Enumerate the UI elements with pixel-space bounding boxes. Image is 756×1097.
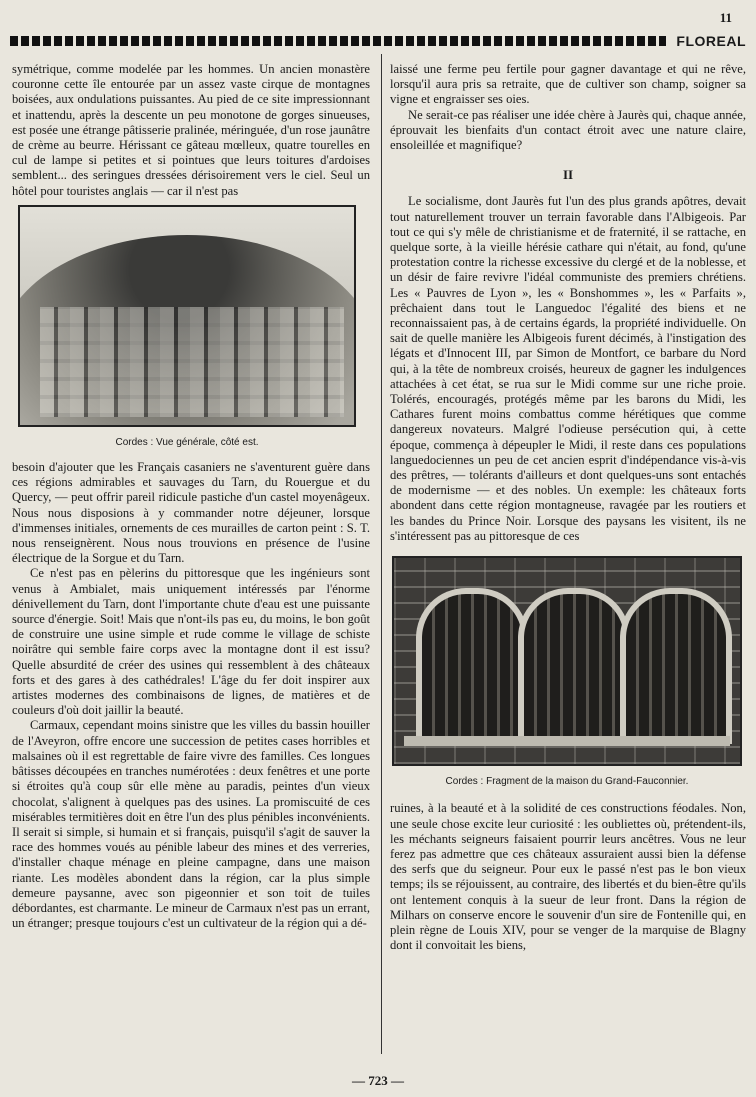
left-paragraph-3: Ce n'est pas en pèlerins du pittoresque que les ingénieurs sont venus à Ambialet, mais uniquement intéressés par l'énorme dénivellement du Tarn, dont l'importante chute d'eau est une puissante source d'énergie. Soit! Mais que n'ont-ils pas eu, du moins, le bon goût de construire une usine simple et rude comme le village de schiste noirâtre qui semble faire corps avec la montagne dont il est issu? Quelle absurdité de créer des usines qui ressemblent à des châteaux forts et des gares à des cathédrales! L'âge du fer doit inspirer aux artistes modernes des combinaisons de lignes, de matières et de couleurs d'où doit jaillir la beauté. bbox=[12, 566, 370, 718]
right-paragraph-2: Ne serait-ce pas réaliser une idée chère à Jaurès qui, chaque année, éprouvait les bienfaits d'un contact étroit avec une nature claire, ensoleillée et magnifique? bbox=[390, 107, 746, 153]
page-number-bottom: — 723 — bbox=[352, 1073, 404, 1088]
left-paragraph-1: symétrique, comme modelée par les hommes. Un ancien monastère couronne cette île entourée par un assez vaste cirque de montagnes boisées, aux ondulations puissantes. Au pied de ce site impressionnant et inattendu, après la descente un peu monotone de gorges sinueuses, est posée une étrange pâtisserie pralinée, méringuée, d'un rose jaunâtre de crème au beurre. Hérissant ce gâteau mœlleux, quatre tourelles en cul de lampe si petites et si pointues que leurs toitures d'ardoises semblent... des seringues dressées dérisoirement vers le ciel. Seul un hôtel pour touristes anglais — car il n'est pas bbox=[12, 62, 370, 198]
figure-caption-right: Cordes : Fragment de la maison du Grand-Fauconnier. bbox=[445, 776, 689, 788]
right-paragraph-3: Le socialisme, dont Jaurès fut l'un des plus grands apôtres, devait tout naturellement trouver un terrain favorable dans l'Albigeois. Par tout ce qui s'y mêle de christianisme et de fraternité, il se rattache, en quelque sorte, à la vieille hérésie cathare qui n'était, au fond, qu'une protestation contre la richesse excessive du clergé et de la noblesse, et un désir de faire revivre l'idéal communiste des premiers chrétiens. Les « Pauvres de Lyon », les « Bonshommes », les « Parfaits », prêchaient dans tout le Languedoc l'égalité des biens et ne reconnaissaient pas, à de certains égards, la propriété individuelle. On sait de quelle manière les Albigeois furent décimés, à l'instigation des légats et d'Innocent III, par Simon de Montfort, ce barbare du Nord qui, à la tête de nombreux croisés, heureux de gagner les indulgences attachées à cet état, se rua sur le Midi comme sur une riche proie. Tolérés, encouragés, protégés même par les barons du Midi, les Cathares furent moins combattus comme hérétiques que comme dangereux novateurs. Malgré l'odieuse persécution qui, à cette époque, commença à dépeupler le Midi, il reste dans ces populations languedociennes un peu de cet ancien esprit d'indépendance vis-à-vis des prêtres, — tolérants d'ailleurs et dont quelques-uns sont entachés de modernisme — et des nobles. Un exemple: les châteaux forts abondent dans cette région montagneuse, ravagée par les routiers et les bandes du Prince Noir. Lorsque des paysans les visitent, ils ne s'intéressent pas au pittoresque de ces bbox=[390, 194, 746, 543]
header-decorative-rule bbox=[10, 36, 666, 46]
figure-grand-fauconnier bbox=[392, 556, 742, 789]
magazine-title: FLOREAL bbox=[676, 33, 746, 49]
left-column bbox=[12, 62, 370, 931]
right-paragraph-1: laissé une ferme peu fertile pour gagner davantage et qui ne rêve, lorsqu'il aura pris sa retraite, que de cultiver son champ, soigner sa vigne et engraisser ses oies. bbox=[390, 62, 746, 107]
section-numeral: II bbox=[562, 167, 574, 183]
page-header bbox=[10, 34, 746, 48]
figure-cordes-general-view bbox=[18, 205, 356, 450]
page-number-top: 11 bbox=[719, 10, 732, 25]
left-paragraph-2: besoin d'ajouter que les Français casaniers ne s'aventurent guère dans ces régions admirables et sauvages du Tarn, du Rouergue et du Quercy, — peut offrir pareil ridicule pastiche d'un castel moyenâgeux. Nous nous disposions à y commander notre déjeuner, lorsque d'immenses initiales, ornements de ces murailles de carton peint : S. T. nous renseignèrent. Nous nous trouvions en présence de l'usine électrique de la Sorgue et du Tarn. bbox=[12, 460, 370, 566]
left-paragraph-4: Carmaux, cependant moins sinistre que les villes du bassin houiller de l'Aveyron, offre encore une succession de petites cases horribles et malsaines où il est regrettable de faire vivre des familles. Ces longues bâtisses découpées en tranches numérotées : deux fenêtres et une porte si étroites qu'à coup sûr elle mène au paradis, peintes d'un vieux chocolat, s'alignent à quelques pas des usines. La promiscuité de ces misérables termitières doit en être l'un des plus pénibles inconvénients. Il serait si simple, si humain et si français, puisqu'il s'agit de sauver la race des hommes voués au pénible labeur des mines et des verreries, d'installer chaque ménage en pleine campagne, dans une maison riante. Les modèles abondent dans la région, car la plus simple demeure paysanne, avec son pigeonnier et son toit de tuiles débordantes, est charmante. Le mineur de Carmaux n'est pas un errant, un étranger; presque toujours c'est un cultivateur de la région qui a dé- bbox=[12, 718, 370, 931]
right-paragraph-4: ruines, à la beauté et à la solidité de ces constructions féodales. Non, une seule chose excite leur curiosité : les oubliettes où, prétendent-ils, les méchants seigneurs faisaient pourrir leurs ancêtres. Vous ne leur ferez pas admettre que ces châteaux assuraient aussi bien la défense des serfs que du seigneur. Pour eux le passé n'est pas le bon vieux temps; ils se réjouissent, au contraire, des libertés et du bien-être qu'ils ont lentement conquis à la sueur de leur front. Dans la région de Milhars on conserve encore le souvenir d'un sire de Fontenille qui, en plein règne de Louis XIV, pour se venger de la marquise de Blagny dont il convoitait les biens, bbox=[390, 801, 746, 953]
right-column bbox=[390, 62, 746, 953]
photo-gothic-windows bbox=[392, 556, 742, 766]
figure-caption-left: Cordes : Vue générale, côté est. bbox=[115, 436, 259, 448]
photo-cordes-town bbox=[18, 205, 356, 427]
column-divider bbox=[381, 54, 382, 1054]
